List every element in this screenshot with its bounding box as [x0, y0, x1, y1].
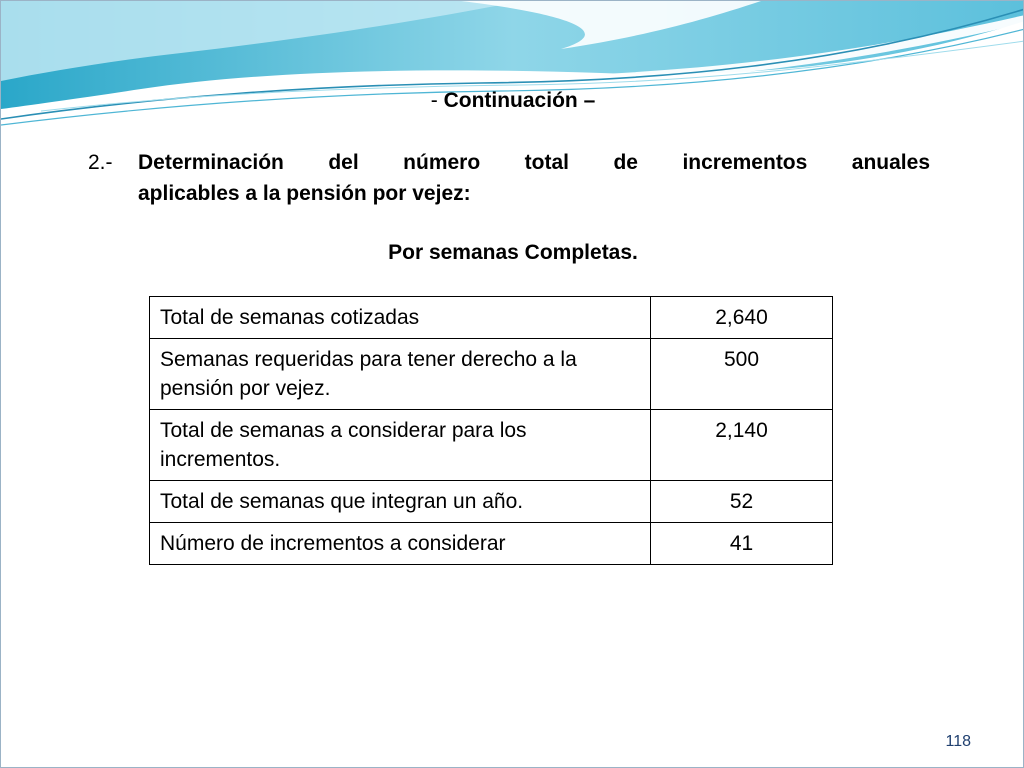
row-label: Total de semanas cotizadas [150, 297, 651, 339]
row-value: 41 [651, 523, 833, 565]
item-text-line-2: aplicables a la pensión por vejez: [138, 182, 471, 205]
table-body [150, 297, 833, 565]
section-heading: Por semanas Completas. [388, 241, 638, 264]
subtitle-dash: - [430, 89, 444, 112]
page-number: 118 [945, 733, 971, 750]
table-row [150, 410, 833, 481]
row-label: Total de semanas a considerar para los incrementos. [150, 410, 651, 481]
row-value: 52 [651, 481, 833, 523]
subtitle-text: Continuación – [443, 89, 596, 112]
data-table [149, 296, 833, 565]
table-row [150, 339, 833, 410]
row-value: 2,640 [651, 297, 833, 339]
table-row [150, 523, 833, 565]
subtitle [1, 87, 1024, 115]
row-label: Semanas requeridas para tener derecho a la pensión por vejez. [150, 339, 651, 410]
row-label: Número de incrementos a considerar [150, 523, 651, 565]
item-number: 2.- [88, 151, 113, 174]
table-row [150, 297, 833, 339]
item-text-line-1: Determinación del número total de incrementos anuales [138, 151, 930, 174]
table-row [150, 481, 833, 523]
row-value: 500 [651, 339, 833, 410]
row-value: 2,140 [651, 410, 833, 481]
item-text [138, 147, 930, 209]
row-label: Total de semanas que integran un año. [150, 481, 651, 523]
